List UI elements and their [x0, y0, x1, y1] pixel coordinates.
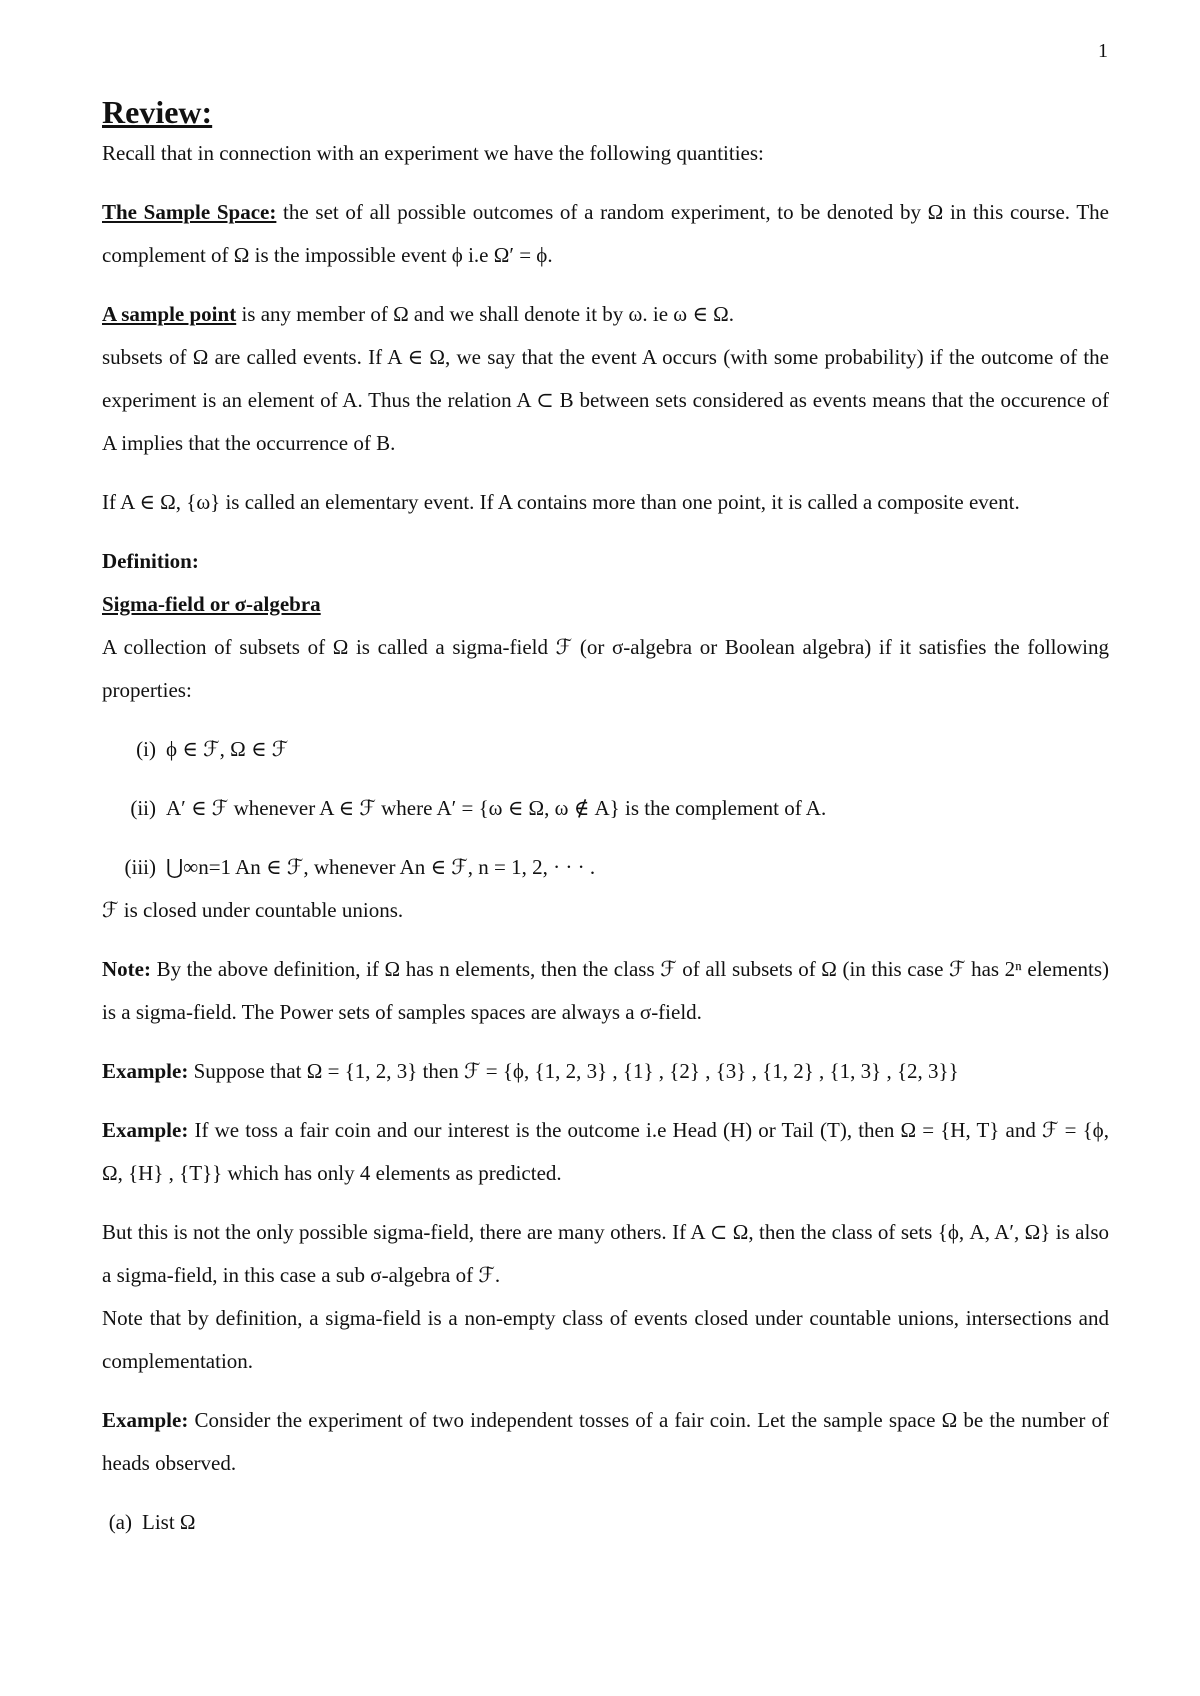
property-text: A′ ∈ ℱ whenever A ∈ ℱ where A′ = {ω ∈ Ω, ω ∉ A} is the complement of A.: [166, 796, 827, 820]
example-paragraph: [102, 1399, 1109, 1485]
intro-paragraph: Recall that in connection with an experiment we have the following quantities:: [102, 141, 764, 165]
example-paragraph: [102, 1050, 1109, 1093]
definition-heading: Definition:: [102, 549, 199, 573]
example-label: Example:: [102, 1059, 189, 1083]
example-text: Consider the experiment of two independent tosses of a fair coin. Let the sample space Ω be the number of heads observed.: [102, 1408, 1109, 1475]
review-heading: Review:: [102, 94, 213, 130]
part-text: List Ω: [142, 1510, 196, 1534]
example-paragraph: [102, 1109, 1109, 1195]
sample-point-term: A sample point: [102, 302, 237, 326]
note-paragraph: [102, 948, 1109, 1034]
sigma-field-paragraph: A collection of subsets of Ω is called a sigma-field ℱ (or σ-algebra or Boolean algebra) if it satisfies the following properties:: [102, 635, 1109, 702]
property-label: (ii): [130, 796, 156, 820]
property-item: [102, 728, 1109, 771]
sample-point-paragraph: [102, 293, 1109, 336]
sigma-field-heading: Sigma-field or σ-algebra: [102, 592, 321, 616]
property-item: [102, 787, 1109, 830]
part-label: (a): [108, 1510, 132, 1534]
example-text: Suppose that Ω = {1, 2, 3} then ℱ = {ϕ, {1, 2, 3} , {1} , {2} , {3} , {1, 2} , {1, 3} , {2, 3}}: [188, 1059, 959, 1083]
example-text: If we toss a fair coin and our interest is the outcome i.e Head (H) or Tail (T), then Ω = {H, T} and ℱ = {ϕ, Ω, {H} , {T}} which has only 4 elements as predicted.: [102, 1118, 1109, 1185]
other-sigma-fields-paragraph: But this is not the only possible sigma-field, there are many others. If A ⊂ Ω, then the class of sets {ϕ, A, A′, Ω} is also a sigma-field, in this case a sub σ-algebra of ℱ.: [102, 1220, 1109, 1287]
closed-under-unions-note: ℱ is closed under countable unions.: [102, 898, 404, 922]
closure-paragraph: Note that by definition, a sigma-field is a non-empty class of events closed under countable unions, intersections and complementation.: [102, 1306, 1109, 1373]
page-number: 1: [1098, 40, 1108, 62]
sample-space-paragraph: [102, 191, 1109, 277]
events-paragraph: subsets of Ω are called events. If A ∈ Ω, we say that the event A occurs (with some probability) if the outcome of the experiment is an element of A. Thus the relation A ⊂ B between sets considered as events means that the occurence of A implies that the occurrence of B.: [102, 345, 1109, 455]
sample-space-text: the set of all possible outcomes of a random experiment, to be denoted by Ω in this course. The complement of Ω is the impossible event ϕ i.e Ω′ = ϕ.: [102, 200, 1109, 267]
property-label: (i): [136, 737, 156, 761]
elementary-event-paragraph: If A ∈ Ω, {ω} is called an elementary event. If A contains more than one point, it is called a composite event.: [102, 490, 1020, 514]
note-text: By the above definition, if Ω has n elements, then the class ℱ of all subsets of Ω (in this case ℱ has 2ⁿ elements) is a sigma-field. The Power sets of samples spaces are always a σ-field.: [102, 957, 1109, 1024]
sample-point-text: is any member of Ω and we shall denote it by ω. ie ω ∈ Ω.: [236, 302, 734, 326]
property-text: ⋃∞n=1 An ∈ ℱ, whenever An ∈ ℱ, n = 1, 2, · · · .: [166, 855, 596, 879]
part-item: [102, 1501, 1109, 1544]
property-text: ϕ ∈ ℱ, Ω ∈ ℱ: [166, 737, 289, 761]
sample-space-term: The Sample Space:: [102, 200, 277, 224]
example-label: Example:: [102, 1118, 189, 1142]
property-label: (iii): [124, 855, 156, 879]
note-label: Note:: [102, 957, 151, 981]
example-label: Example:: [102, 1408, 189, 1432]
property-item: [102, 846, 1109, 889]
document-body: [102, 92, 1109, 1544]
